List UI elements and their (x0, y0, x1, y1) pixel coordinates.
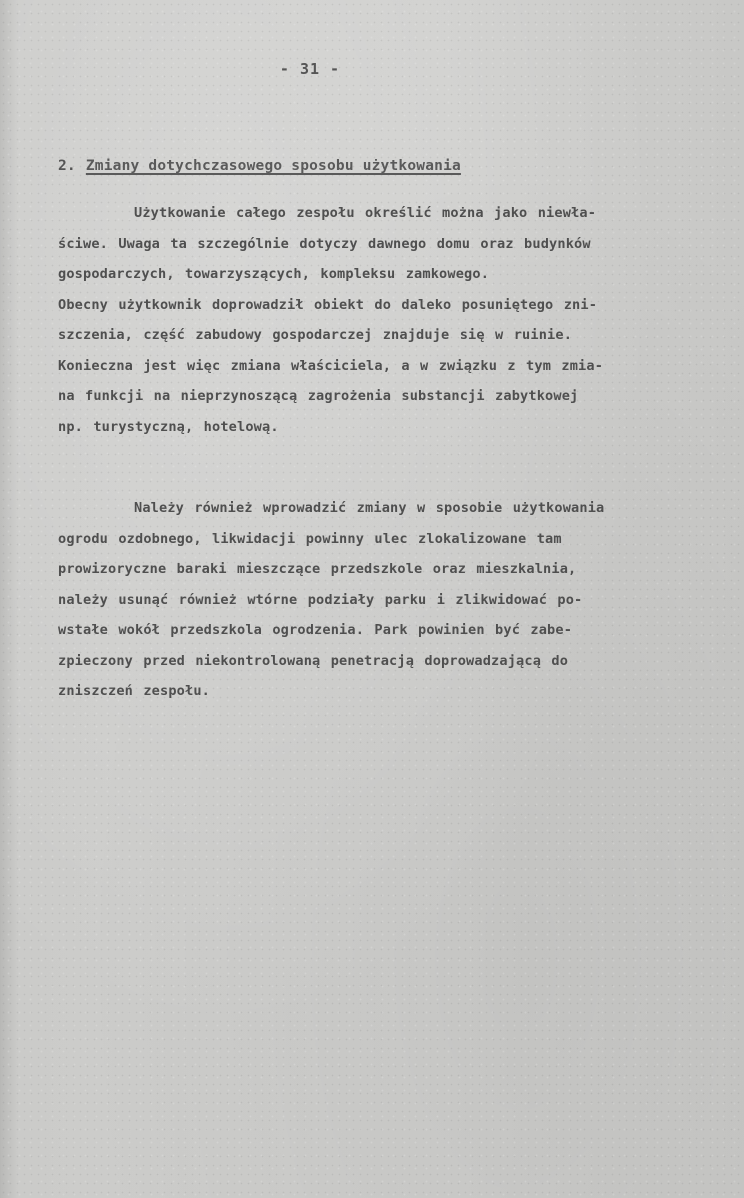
section-heading (58, 158, 461, 174)
text-line: Konieczna jest więc zmiana właściciela, a w związku z tym zmia- (58, 357, 604, 374)
paragraph-2 (58, 493, 738, 707)
text-line: ściwe. Uwaga ta szczególnie dotyczy dawnego domu oraz budynków (58, 235, 591, 252)
text-line: np. turystyczną, hotelową. (58, 418, 279, 435)
page-number: - 31 - (279, 60, 341, 78)
section-number: 2. (58, 158, 76, 174)
text-line: wstałe wokół przedszkola ogrodzenia. Park powinien być zabe- (58, 622, 573, 638)
text-line: ogrodu ozdobnego, likwidacji powinny ulec zlokalizowane tam (58, 530, 562, 547)
section-title: Zmiany dotychczasowego sposobu użytkowania (85, 158, 461, 174)
text-line: zpieczony przed niekontrolowaną penetracją doprowadzającą do (58, 652, 569, 669)
text-line: prowizoryczne baraki mieszczące przedszkole oraz mieszkalnia, (58, 561, 577, 577)
text-line: zniszczeń zespołu. (58, 683, 211, 699)
text-line: szczenia, część zabudowy gospodarczej znajduje się w ruinie. (58, 327, 573, 343)
text-line: należy usunąć również wtórne podziały parku i zlikwidować po- (58, 591, 583, 608)
text-line: Użytkowanie całego zespołu określić można jako niewła- (134, 205, 597, 221)
text-line: na funkcji na nieprzynoszącą zagrożenia substancji zabytkowej (58, 388, 579, 404)
text-line: Należy również wprowadzić zmiany w sposobie użytkowania (134, 500, 605, 516)
paragraph-1 (58, 198, 738, 442)
text-line: gospodarczych, towarzyszących, kompleksu zamkowego. (58, 266, 490, 282)
text-line: Obecny użytkownik doprowadził obiekt do daleko posuniętego zni- (58, 296, 598, 313)
